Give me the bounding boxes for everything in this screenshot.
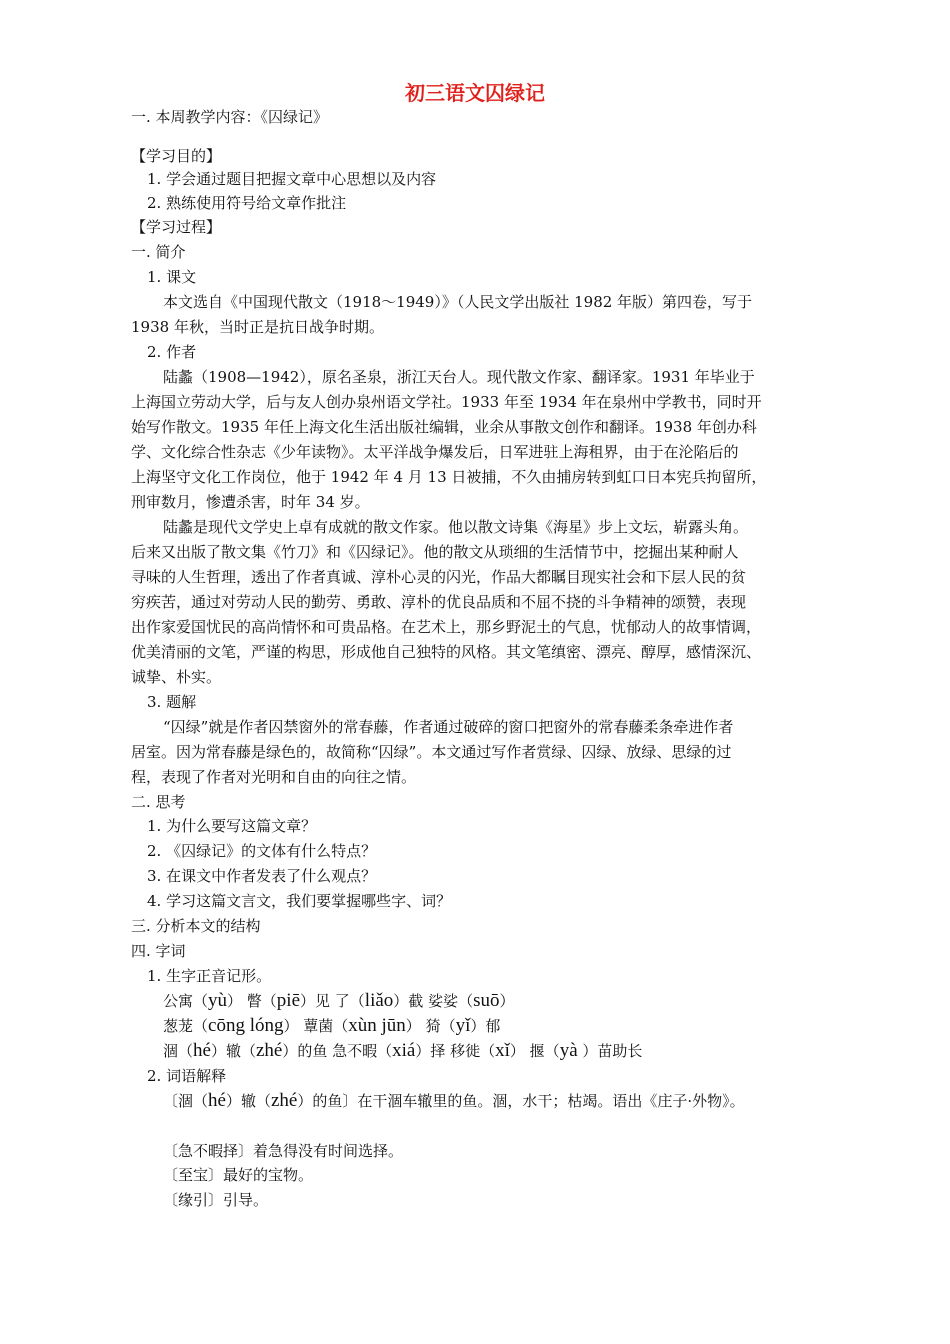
subsection-vocabulary: 2. 词语解释 [147, 1067, 227, 1085]
author-line: 上海坚守文化工作岗位，他于 1942 年 4 月 13 日被捕，不久由捕房转到虹口日本宪兵拘留所， [131, 468, 767, 486]
pinyin: yà [559, 1040, 578, 1061]
author2-line: 出作家爱国忧民的高尚情怀和可贵品格。在艺术上，那乡野泥土的气息，忧郁动人的故事情调， [131, 618, 762, 636]
author-line: 上海国立劳动大学，后与友人创办泉州语文学社。1933 年至 1934 年在泉州中学教书，同时开 [131, 393, 762, 411]
tijie-line: 居室。因为常春藤是绿色的，故简称“囚绿”。本文通过写作者赏绿、囚绿、放绿、思绿的过 [131, 743, 732, 761]
kewen-line: 1938 年秋，当时正是抗日战争时期。 [131, 318, 384, 336]
pinyin: hé [193, 1040, 211, 1061]
section-2-heading: 二. 思考 [131, 793, 186, 811]
goal-heading: 【学习目的】 [131, 147, 222, 165]
pinyin: xiá [392, 1040, 416, 1061]
pinyin: hé [208, 1090, 226, 1111]
kewen-line: 本文选自《中国现代散文（1918～1949）》（人民文学出版社 1982 年版）第四卷，写于 [163, 293, 753, 311]
vocab-item: 〔缘引〕引导。 [163, 1191, 269, 1209]
author2-line: 穷疾苦，通过对劳动人民的勤劳、勇敢、淳朴的优良品质和不屈不挠的斗争精神的颂赞，表现 [131, 593, 747, 611]
section-1-heading: 一. 简介 [131, 243, 186, 261]
author2-line: 后来又出版了散文集《竹刀》和《囚绿记》。他的散文从琐细的生活情节中，挖掘出某种耐人 [131, 543, 739, 561]
pinyin: xǐ [495, 1040, 510, 1061]
author-line: 陆蠡（1908—1942），原名圣泉，浙江天台人。现代散文作家、翻译家。1931 年毕业于 [163, 368, 755, 386]
subsection-author: 2. 作者 [147, 343, 197, 361]
pinyin-row-3: 涸（hé）辙（zhé）的鱼 急不暇（xiá）择 移徙（xǐ） 揠（yà ）苗助长 [163, 1040, 643, 1061]
think-item: 2. 《囚绿记》的文体有什么特点？ [147, 842, 377, 860]
vocab-item: 〔至宝〕最好的宝物。 [163, 1166, 314, 1184]
pinyin: cōng lóng [208, 1015, 284, 1036]
pinyin: liǎo [364, 990, 394, 1011]
pinyin: xùn jūn [348, 1015, 406, 1036]
think-item: 1. 为什么要写这篇文章？ [147, 817, 317, 835]
section-4-heading: 四. 字词 [131, 942, 186, 960]
pinyin: yù [208, 990, 228, 1011]
process-heading: 【学习过程】 [131, 218, 222, 236]
author-line: 刑审数月，惨遭杀害，时年 34 岁。 [131, 493, 370, 511]
subsection-pronunciation: 1. 生字正音记形。 [147, 967, 272, 985]
document-title: 初三语文囚绿记 [405, 81, 545, 105]
pinyin-row-1: 公寓（yù） 瞥（piē）见 了（liǎo）截 娑娑（suō） [163, 990, 515, 1011]
think-item: 4. 学习这篇文言文，我们要掌握哪些字、词？ [147, 892, 452, 910]
section-3-heading: 三. 分析本文的结构 [131, 917, 261, 935]
teaching-content-line: 一. 本周教学内容：《囚绿记》 [131, 108, 329, 126]
vocab-item: 〔急不暇择〕着急得没有时间选择。 [163, 1142, 404, 1160]
tijie-line: 程，表现了作者对光明和自由的向往之情。 [131, 768, 417, 786]
vocab-item-hezhe: 〔涸（hé）辙（zhé）的鱼〕在干涸车辙里的鱼。涸，水干；枯竭。语出《庄子·外物》。 [163, 1090, 745, 1111]
author2-line: 优美清丽的文笔，严谨的构思，形成他自己独特的风格。其文笔缜密、漂亮、醇厚，感情深沉、 [131, 643, 762, 661]
author2-line: 诚挚、朴实。 [131, 668, 222, 686]
pinyin: piē [276, 990, 301, 1011]
think-item: 3. 在课文中作者发表了什么观点？ [147, 867, 377, 885]
author-line: 始写作散文。1935 年任上海文化生活出版社编辑，业余从事散文创作和翻译。1938 年创办科 [131, 418, 757, 436]
pinyin: zhé [255, 1040, 283, 1061]
pinyin: zhé [270, 1090, 298, 1111]
pinyin: yǐ [455, 1015, 471, 1036]
author2-line: 陆蠡是现代文学史上卓有成就的散文作家。他以散文诗集《海星》步上文坛，崭露头角。 [163, 518, 749, 536]
subsection-tijie: 3. 题解 [147, 693, 197, 711]
pinyin-row-2: 葱茏（cōng lóng） 蕈菌（xùn jūn） 猗（yǐ）郁 [163, 1015, 501, 1036]
goal-item-2: 2. 熟练使用符号给文章作批注 [147, 194, 347, 212]
pinyin: suō [473, 990, 500, 1011]
subsection-kewen: 1. 课文 [147, 268, 197, 286]
author-line: 学、文化综合性杂志《少年读物》。太平洋战争爆发后，日军进驻上海租界，由于在沦陷后的 [131, 443, 739, 461]
tijie-line: “囚绿”就是作者囚禁窗外的常春藤，作者通过破碎的窗口把窗外的常春藤柔条牵进作者 [163, 718, 734, 736]
goal-item-1: 1. 学会通过题目把握文章中心思想以及内容 [147, 170, 437, 188]
author2-line: 寻味的人生哲理，透出了作者真诚、淳朴心灵的闪光，作品大都瞩目现实社会和下层人民的贫 [131, 568, 747, 586]
